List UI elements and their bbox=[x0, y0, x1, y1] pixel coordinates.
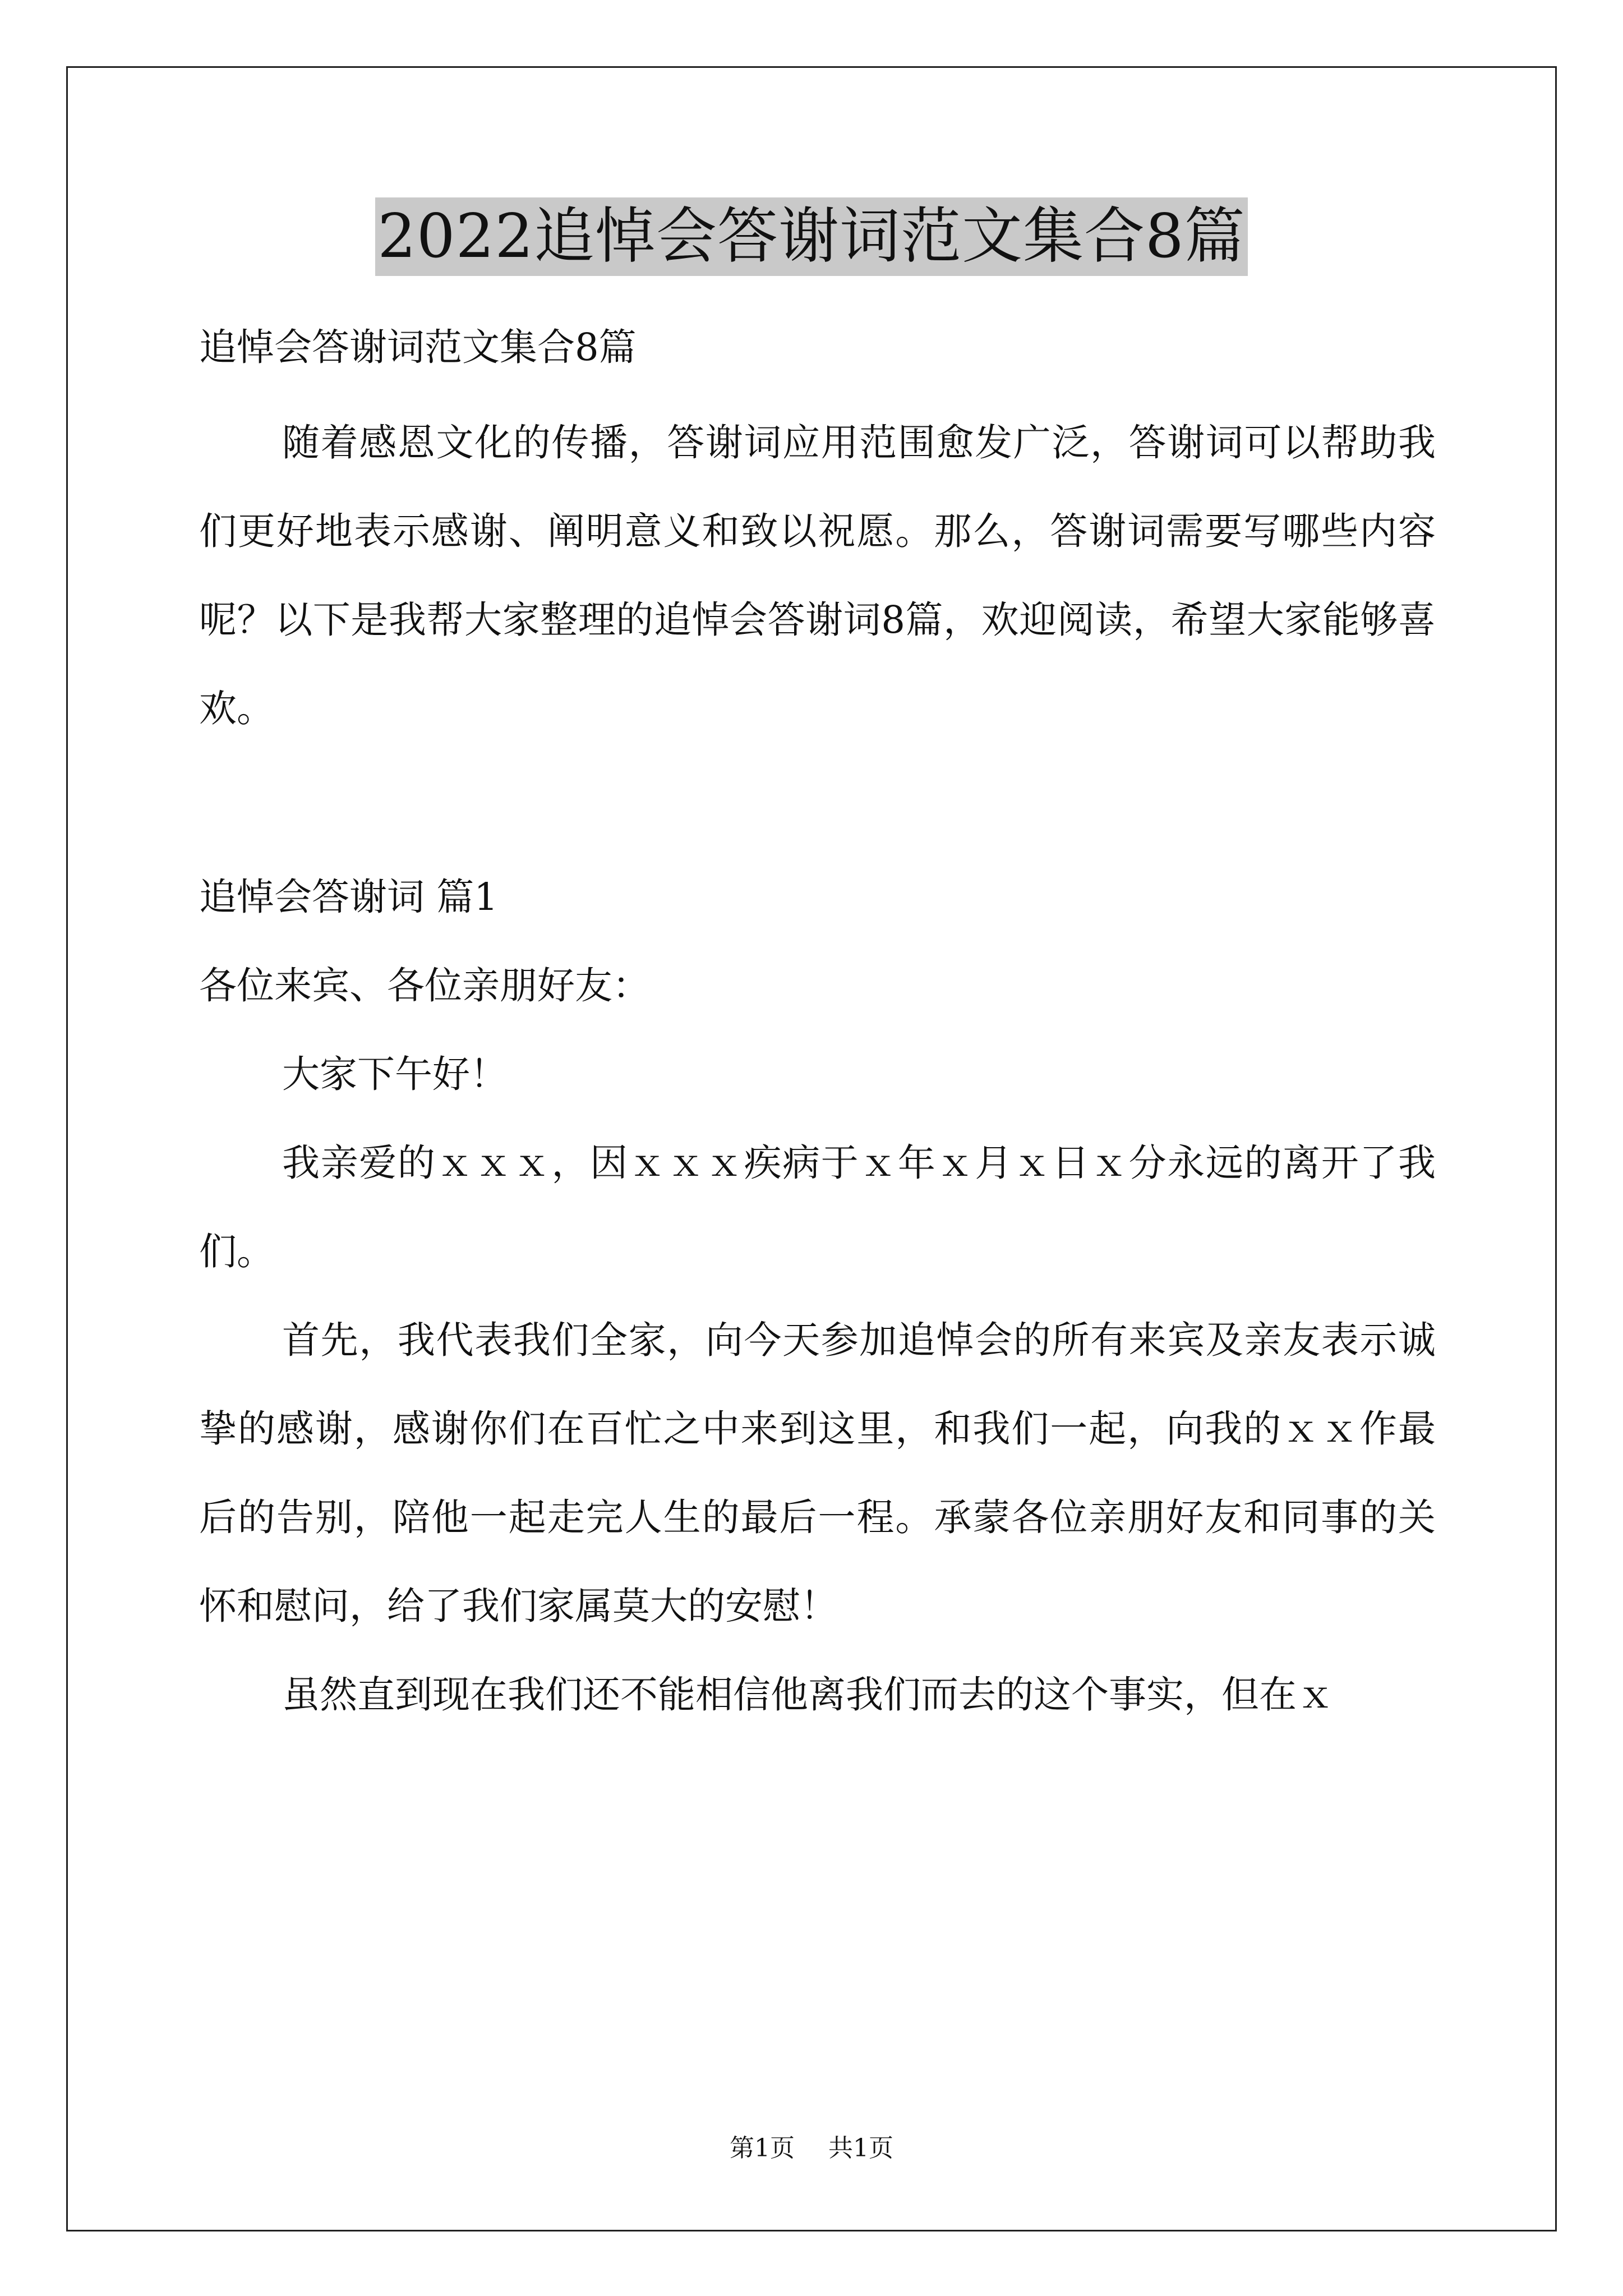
intro-paragraph: 随着感恩文化的传播，答谢词应用范围愈发广泛，答谢词可以帮助我们更好地表示感谢、阐明意义和致以祝愿。那么，答谢词需要写哪些内容呢？以下是我帮大家整理的追悼会答谢词8篇，欢迎阅读，希望大家能够喜欢。 bbox=[199, 421, 1436, 730]
body-paragraph-3: 虽然直到现在我们还不能相信他离我们而去的这个事实，但在ｘ bbox=[282, 1673, 1334, 1717]
greeting: 大家下午好！ bbox=[282, 1052, 508, 1096]
body-paragraph-1: 我亲爱的ｘｘｘ，因ｘｘｘ疾病于ｘ年ｘ月ｘ日ｘ分永远的离开了我们。 bbox=[199, 1141, 1436, 1273]
salutation: 各位来宾、各位亲朋好友： bbox=[199, 964, 650, 1007]
document-body bbox=[199, 303, 1436, 1739]
page-number: 第1页 bbox=[730, 2134, 795, 2162]
page-total: 共1页 bbox=[828, 2134, 893, 2162]
title-container bbox=[0, 197, 1623, 276]
body-paragraph-2: 首先，我代表我们全家，向今天参加追悼会的所有来宾及亲友表示诚挚的感谢，感谢你们在百忙之中来到这里，和我们一起，向我的ｘｘ作最后的告别，陪他一起走完人生的最后一程。承蒙各位亲朋好友和同事的关怀和慰问，给了我们家属莫大的安慰！ bbox=[199, 1318, 1436, 1628]
section-heading: 追悼会答谢词 篇1 bbox=[199, 875, 498, 919]
document-title: 2022追悼会答谢词范文集合8篇 bbox=[375, 197, 1248, 276]
document-subtitle: 追悼会答谢词范文集合8篇 bbox=[199, 325, 637, 369]
page-footer bbox=[0, 2132, 1623, 2165]
